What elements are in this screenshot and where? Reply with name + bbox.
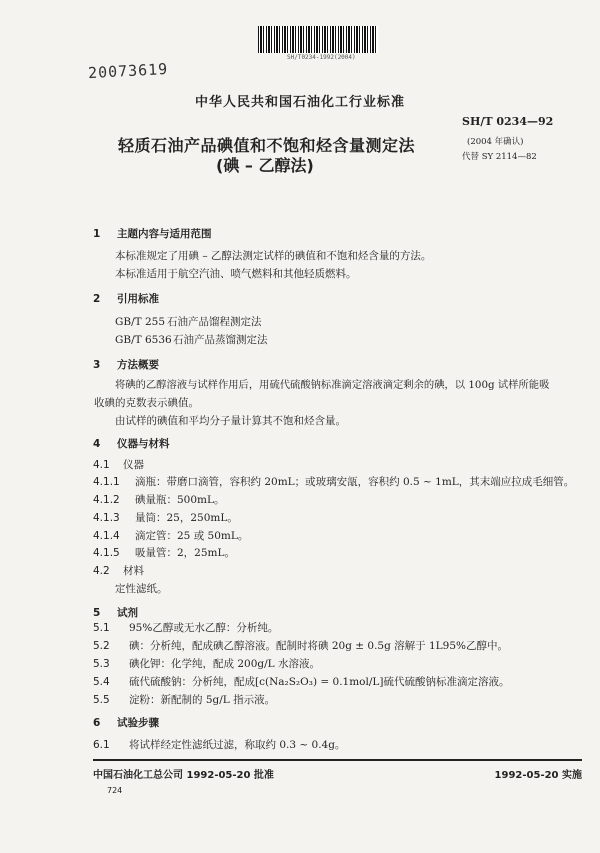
page-number: 724 bbox=[107, 786, 123, 795]
paragraph: 本标准规定了用碘 – 乙醇法测定试样的碘值和不饱和烃含量的方法。 bbox=[115, 250, 432, 262]
reference-item: GB/T 6536石油产品蒸馏测定法 bbox=[115, 334, 268, 346]
list-item: 5.3 碘化钾：化学纯，配成 200g/L 水溶液。 bbox=[93, 658, 320, 670]
list-item: 5.5 淀粉：新配制的 5g/L 指示液。 bbox=[93, 694, 276, 706]
section-title: 方法概要 bbox=[117, 359, 159, 371]
list-item: 4.2 材料 bbox=[93, 565, 144, 577]
section-title: 仪器与材料 bbox=[117, 438, 170, 450]
section-title: 试剂 bbox=[117, 607, 138, 619]
section-title: 试验步骤 bbox=[117, 717, 159, 729]
section-number: 3 bbox=[93, 359, 101, 371]
list-item: 4.1.4 滴定管：25 或 50mL。 bbox=[93, 530, 249, 542]
reference-item: GB/T 255 石油产品馏程测定法 bbox=[115, 316, 262, 328]
list-item: 4.1.2 碘量瓶：500mL。 bbox=[93, 494, 225, 506]
paragraph: 将碘的乙醇溶液与试样作用后，用硫代硫酸钠标准滴定溶液滴定剩余的碘，以 100g 试样所能吸 bbox=[115, 379, 550, 391]
section-number: 4 bbox=[93, 438, 101, 450]
list-item: 5.1 95%乙醇或无水乙醇：分析纯。 bbox=[93, 622, 279, 634]
paragraph: 收碘的克数表示碘值。 bbox=[94, 397, 199, 409]
list-item: 4.1.5 吸量管：2，25mL。 bbox=[93, 547, 235, 559]
barcode bbox=[258, 26, 378, 53]
document-title: 轻质石油产品碘值和不饱和烃含量测定法 bbox=[118, 136, 416, 155]
section-number: 5 bbox=[93, 607, 101, 619]
paragraph: 由试样的碘值和平均分子量计算其不饱和烃含量。 bbox=[115, 415, 346, 427]
section-number: 1 bbox=[93, 228, 101, 240]
handwritten-number: 20073619 bbox=[87, 59, 169, 83]
barcode-text: SH/T0234-1992(2004) bbox=[287, 54, 356, 61]
list-item: 5.4 硫代硫酸钠：分析纯，配成[c(Na₂S₂O₃) = 0.1mol/L]硫代硫酸钠标准滴定溶液。 bbox=[93, 676, 510, 688]
section-title: 引用标准 bbox=[117, 293, 159, 305]
paragraph: 本标准适用于航空汽油、喷气燃料和其他轻质燃料。 bbox=[115, 268, 357, 280]
confirmation-year: (2004 年确认) bbox=[467, 137, 524, 147]
list-item: 6.1 将试样经定性滤纸过滤，称取约 0.3 ~ 0.4g。 bbox=[93, 739, 346, 751]
section-number: 6 bbox=[93, 717, 101, 729]
list-item: 4.1 仪器 bbox=[93, 459, 144, 471]
footer-rule bbox=[93, 759, 582, 761]
list-item: 4.1.1 滴瓶：带磨口滴管，容积约 20mL；或玻璃安瓿，容积约 0.5 ~ 1mL，其末端应拉成毛细管。 bbox=[93, 476, 575, 488]
section-number: 2 bbox=[93, 293, 101, 305]
standard-code: SH/T 0234—92 bbox=[462, 115, 554, 128]
list-item: 5.2 碘：分析纯，配成碘乙醇溶液。配制时将碘 20g ± 0.5g 溶解于 1L95%乙醇中。 bbox=[93, 640, 508, 652]
section-title: 主题内容与适用范围 bbox=[117, 228, 212, 240]
paragraph: 定性滤纸。 bbox=[115, 583, 168, 595]
list-item: 4.1.3 量筒：25，250mL。 bbox=[93, 512, 238, 524]
issuing-body-header: 中华人民共和国石油化工行业标准 bbox=[194, 95, 405, 110]
document-subtitle: (碘 – 乙醇法) bbox=[216, 156, 314, 175]
replaces-standard: 代替 SY 2114—82 bbox=[462, 152, 537, 162]
implementation-date: 1992-05-20 实施 bbox=[494, 770, 582, 781]
approval-note: 中国石油化工总公司 1992-05-20 批准 bbox=[93, 770, 274, 781]
